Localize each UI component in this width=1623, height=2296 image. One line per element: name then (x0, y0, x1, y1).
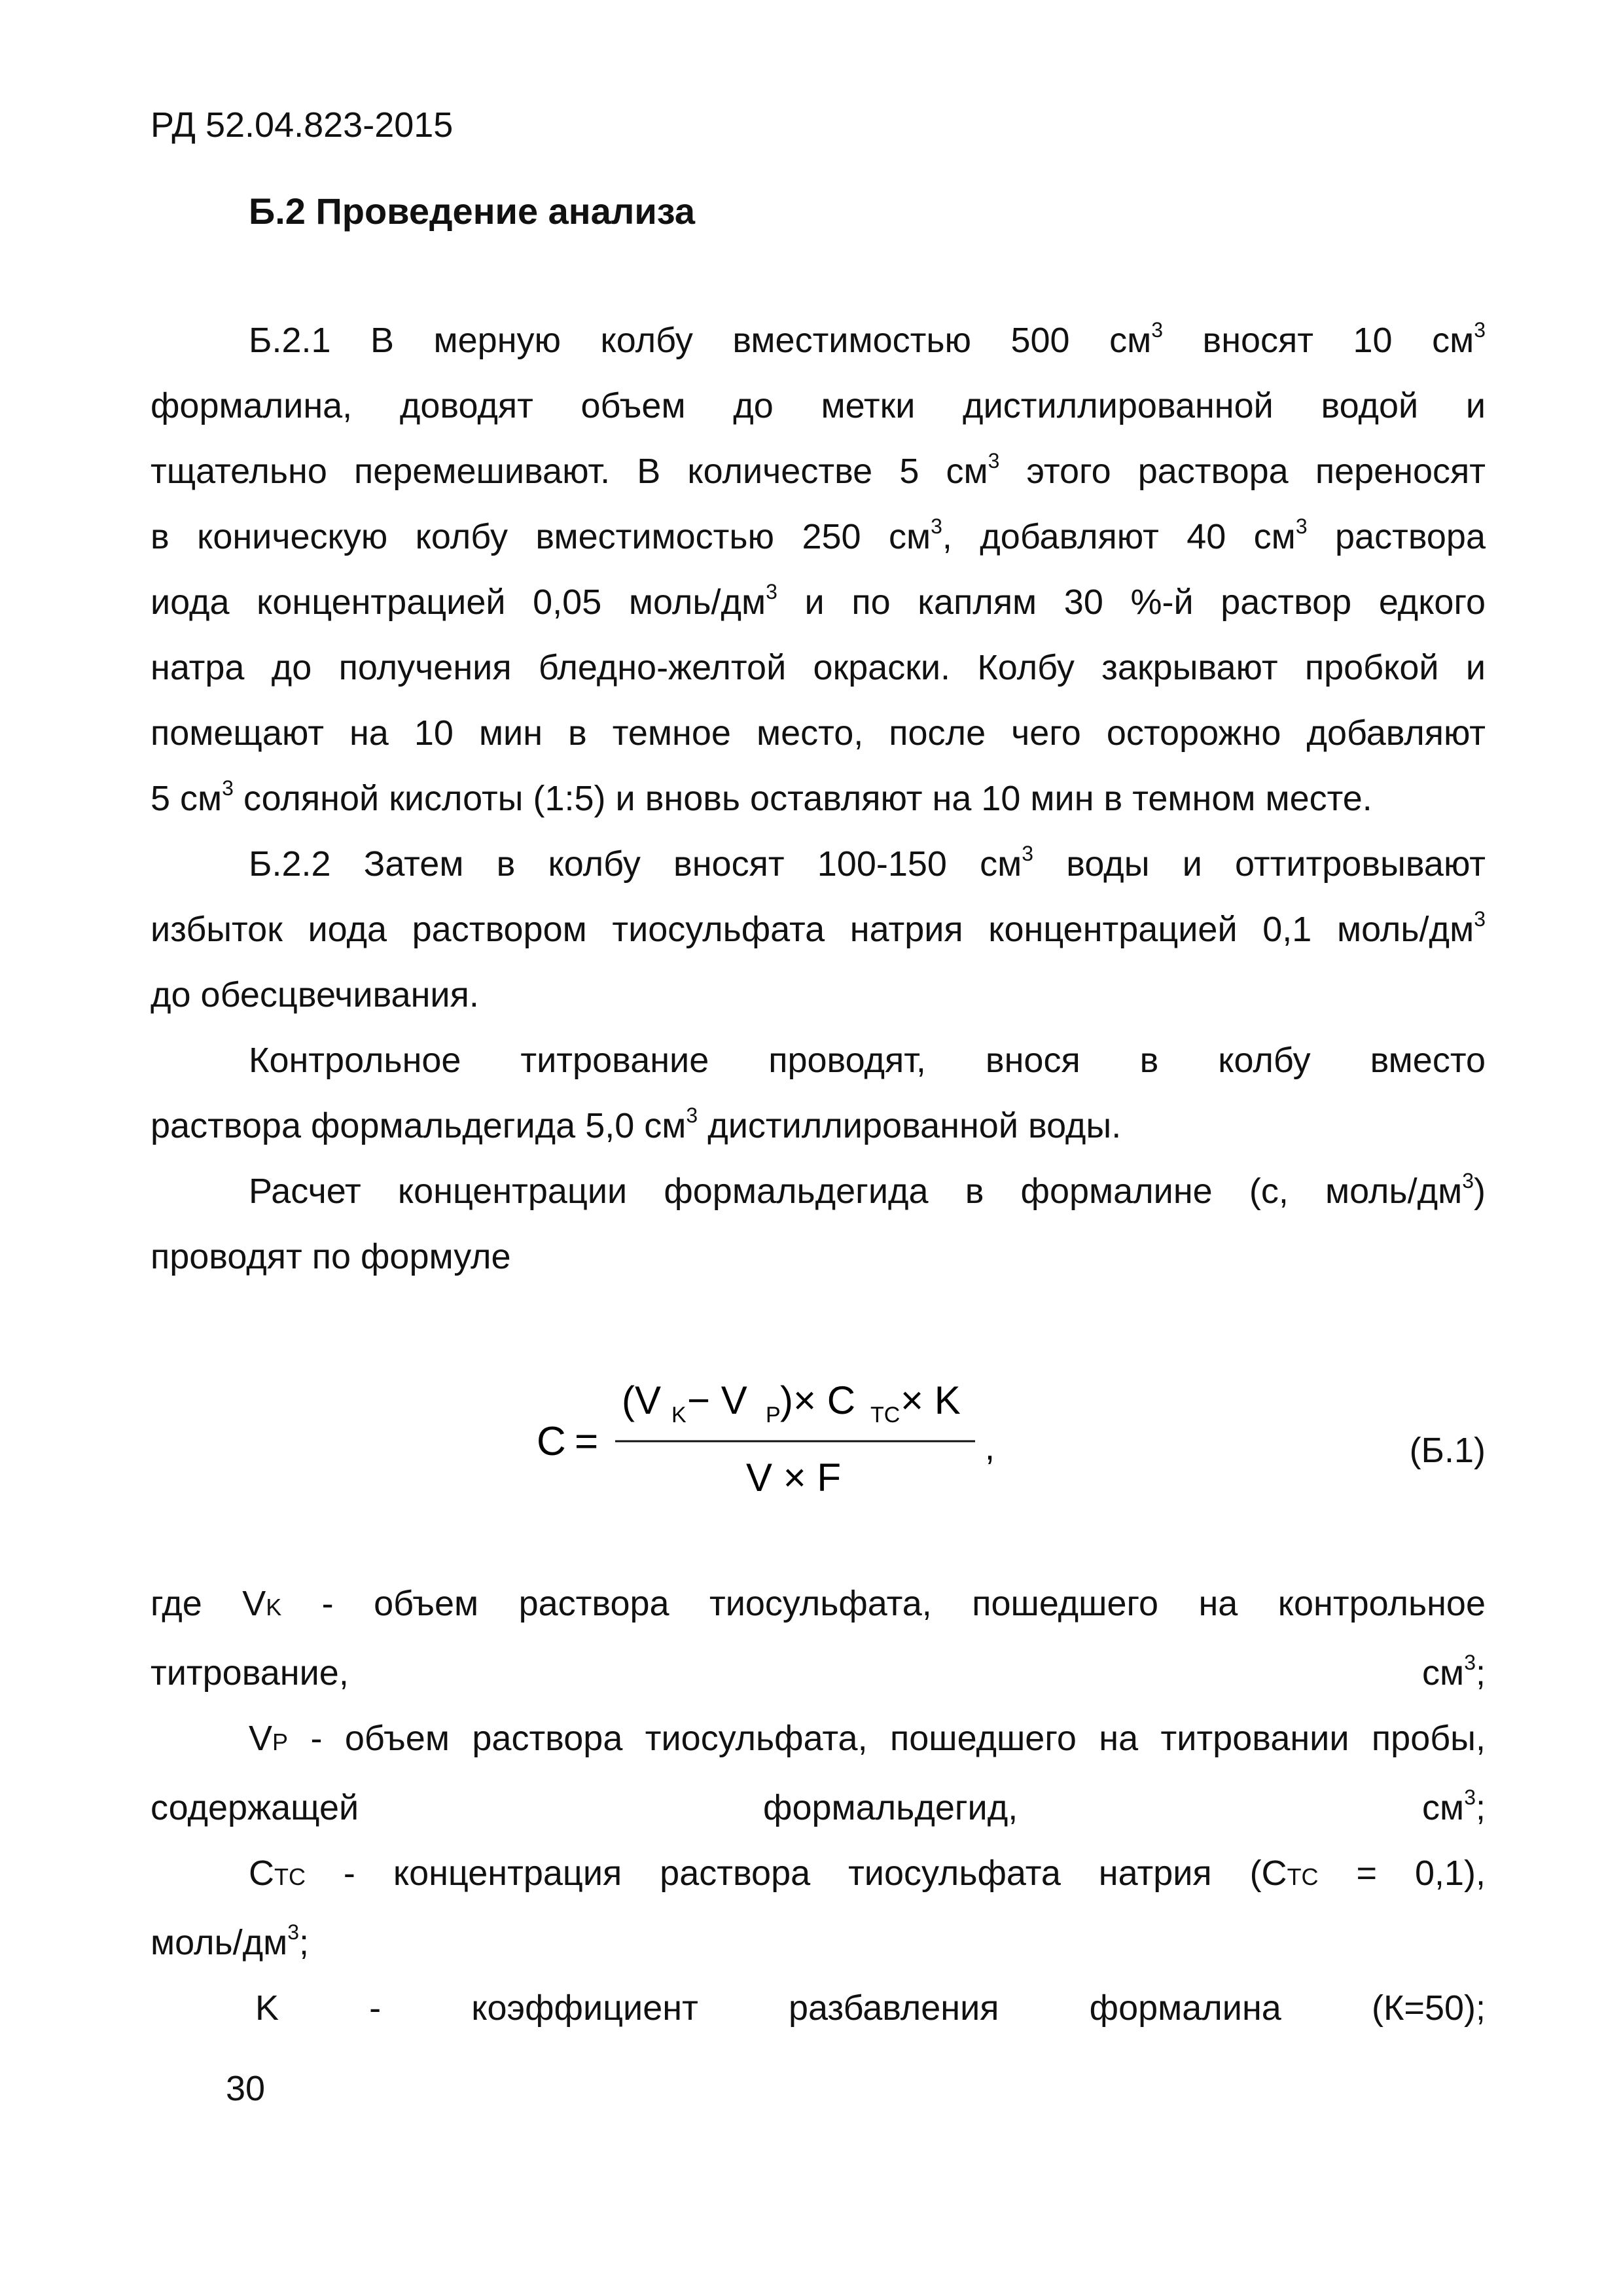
formula-lhs: C (537, 1419, 566, 1464)
paragraph-line: в коническую колбу вместимостью 250 $см^3$, добавляют 40 $см^3$ раствора (151, 514, 1486, 556)
numerator-sub-tc: TC (870, 1403, 901, 1427)
formula-number: (Б.1) (1409, 1431, 1486, 1470)
numerator-times-c: × C (793, 1378, 856, 1422)
definition-line: K - коэффициент разбавления формалина (К=50); (255, 1988, 1486, 2028)
section-title: Б.2 Проведение анализа (249, 190, 696, 232)
paragraph-line: Б.2.1 В мерную колбу вместимостью 500 $см^3$ вносят 10 $см^3$ (249, 318, 1486, 360)
paragraph-line: до обесцвечивания. (151, 975, 479, 1014)
formula-b1 (524, 1361, 1486, 1505)
denominator: V × F (746, 1456, 842, 1499)
paragraph-line: раствора формальдегида 5,0 $см^3$ дистиллированной воды. (151, 1103, 1122, 1145)
page-number: 30 (226, 2069, 266, 2108)
formula-equals: = (575, 1419, 599, 1464)
definition-line: где VK - объем раствора тиосульфата, пошедшего на контрольное (151, 1584, 1486, 1623)
paragraph-line: Б.2.2 Затем в колбу вносят 100-150 $см^3$ воды и оттитровывают (249, 842, 1486, 884)
document-code: РД 52.04.823-2015 (151, 105, 454, 145)
definition-line: VP - объем раствора тиосульфата, пошедшего на титровании пробы, (249, 1719, 1486, 1758)
paragraph-line: тщательно перемешивают. В количестве 5 $см^3$ этого раствора переносят (151, 449, 1486, 491)
definition-line: CTC - концентрация раствора тиосульфата натрия (CTC = 0,1), (249, 1854, 1486, 1893)
paragraph-line: проводят по формуле (151, 1237, 511, 1276)
paragraph-line: Контрольное титрование проводят, внося в колбу вместо (249, 1041, 1486, 1080)
numerator-sub-k: K (671, 1403, 687, 1427)
paragraph-line: формалина, доводят объем до метки дистиллированной водой и (151, 386, 1486, 425)
definition-line: титрование, $см^3$; (151, 1651, 1486, 1693)
definition-line: моль/$дм^3$; (151, 1920, 310, 1962)
paragraph-line: 5 $см^3$ соляной кислоты (1:5) и вновь оставляют на 10 мин в темном месте. (151, 776, 1372, 818)
body-text (151, 308, 1486, 1289)
formula-comma: , (985, 1428, 995, 1467)
paragraph-line: помещают на 10 мин в темное место, после чего осторожно добавляют (151, 713, 1486, 753)
paragraph-line: натра до получения бледно-желтой окраски. Колбу закрывают пробкой и (151, 648, 1486, 687)
paragraph-line: избыток иода раствором тиосульфата натрия концентрацией 0,1 моль/$дм^3$ (151, 907, 1486, 949)
numerator-times-k: × K (901, 1378, 961, 1422)
numerator-minus: − V (687, 1378, 747, 1422)
numerator-sub-p: P (766, 1403, 781, 1427)
formula-expression (524, 1361, 1021, 1505)
numerator-open: (V (622, 1378, 661, 1422)
paragraph-line: Расчет концентрации формальдегида в формалине (с, моль/$дм^3$) (249, 1169, 1486, 1211)
paragraph-line: иода концентрацией 0,05 моль/$дм^3$ и по каплям 30 %-й раствор едкого (151, 580, 1486, 622)
definition-line: содержащей формальдегид, $см^3$; (151, 1785, 1486, 1827)
numerator-close: ) (780, 1378, 793, 1422)
variable-definitions (151, 1571, 1486, 2041)
